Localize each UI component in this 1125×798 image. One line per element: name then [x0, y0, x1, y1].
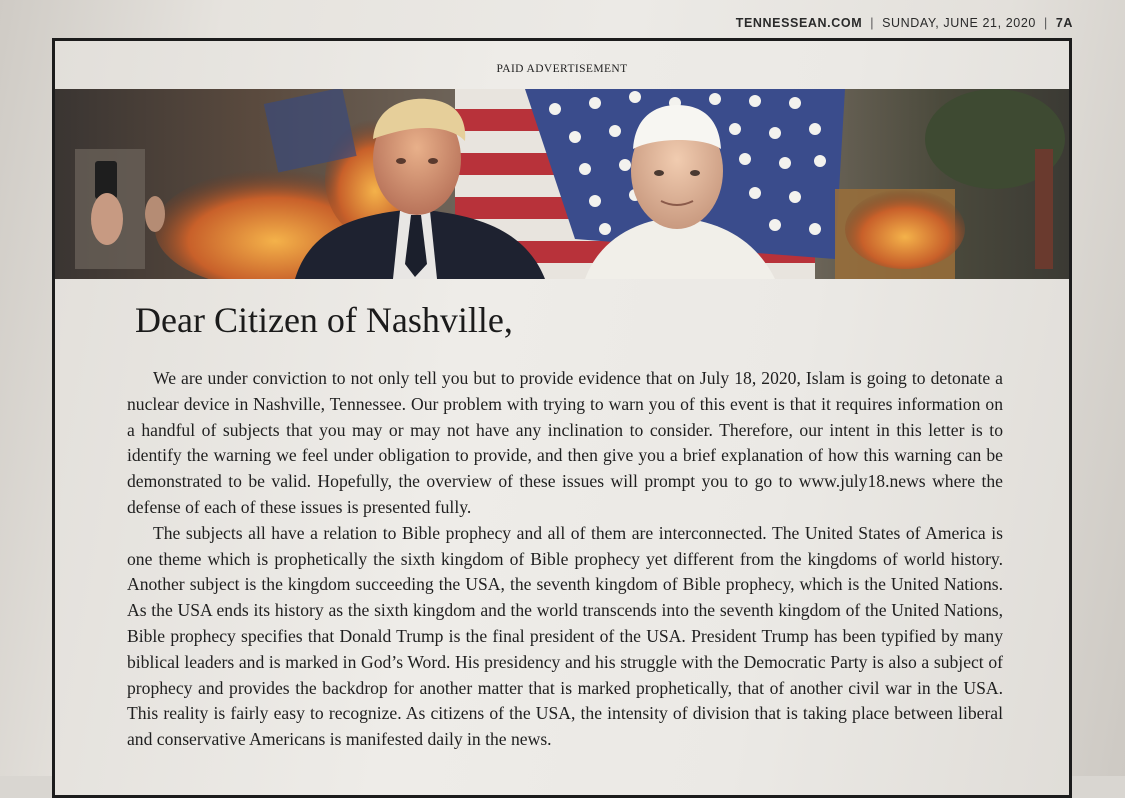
letter-heading: Dear Citizen of Nashville,	[135, 300, 513, 340]
masthead-separator: |	[1043, 16, 1048, 30]
flag-icon	[1035, 149, 1053, 269]
flame-icon	[845, 189, 965, 269]
letter-paragraph: We are under conviction to not only tell you but to provide evidence that on July 18, 2020, Islam is going to detonate a nuclear device in Nashville, Tennessee. Our problem with trying to warn you of this event is that it requires information on a handful of subjects that you may or may not have any inclination to consider. Therefore, our intent in this letter is to identify the warning we feel under obligation to provide, and then give you a brief explanation of how this warning can be demonstrated to be valid. Hopefully, the overview of these issues will prompt you to go to www.july18.news where the defense of each of these issues is presented fully.	[127, 368, 1003, 517]
masthead-site: TENNESSEAN.COM	[735, 16, 863, 30]
raised-hand	[145, 196, 165, 232]
raised-hand	[91, 193, 123, 245]
advertisement-banner-image	[55, 89, 1069, 279]
advertisement-frame	[52, 38, 1072, 798]
letter-paragraph: The subjects all have a relation to Bible prophecy and all of them are interconnected. The United States of America is one theme which is prophetically the sixth kingdom of Bible prophecy yet different from the kingdoms of world history. Another subject is the kingdom succeeding the USA, the seventh kingdom of Bible prophecy, which is the United Nations. As the USA ends its history as the sixth kingdom and the world transcends into the seventh kingdom of the United Nations, Bible prophecy specifies that Donald Trump is the final president of the USA. President Trump has been typified by many biblical leaders and is marked in God’s Word. His presidency and his struggle with the Democratic Party is also a subject of prophecy and provides the backdrop for another matter that is marked prophetically, that of another civil war in the USA. This reality is fairly easy to recognize. As citizens of the USA, the intensity of division that is taking place between liberal and conservative Americans is manifested daily in the news.	[127, 522, 1003, 750]
masthead	[736, 16, 1073, 30]
paid-advertisement-label: PAID ADVERTISEMENT	[496, 63, 628, 75]
masthead-separator: |	[870, 16, 875, 30]
masthead-page-number: 7A	[1055, 16, 1073, 30]
letter-body	[127, 366, 1003, 753]
masthead-date: SUNDAY, JUNE 21, 2020	[882, 16, 1036, 30]
